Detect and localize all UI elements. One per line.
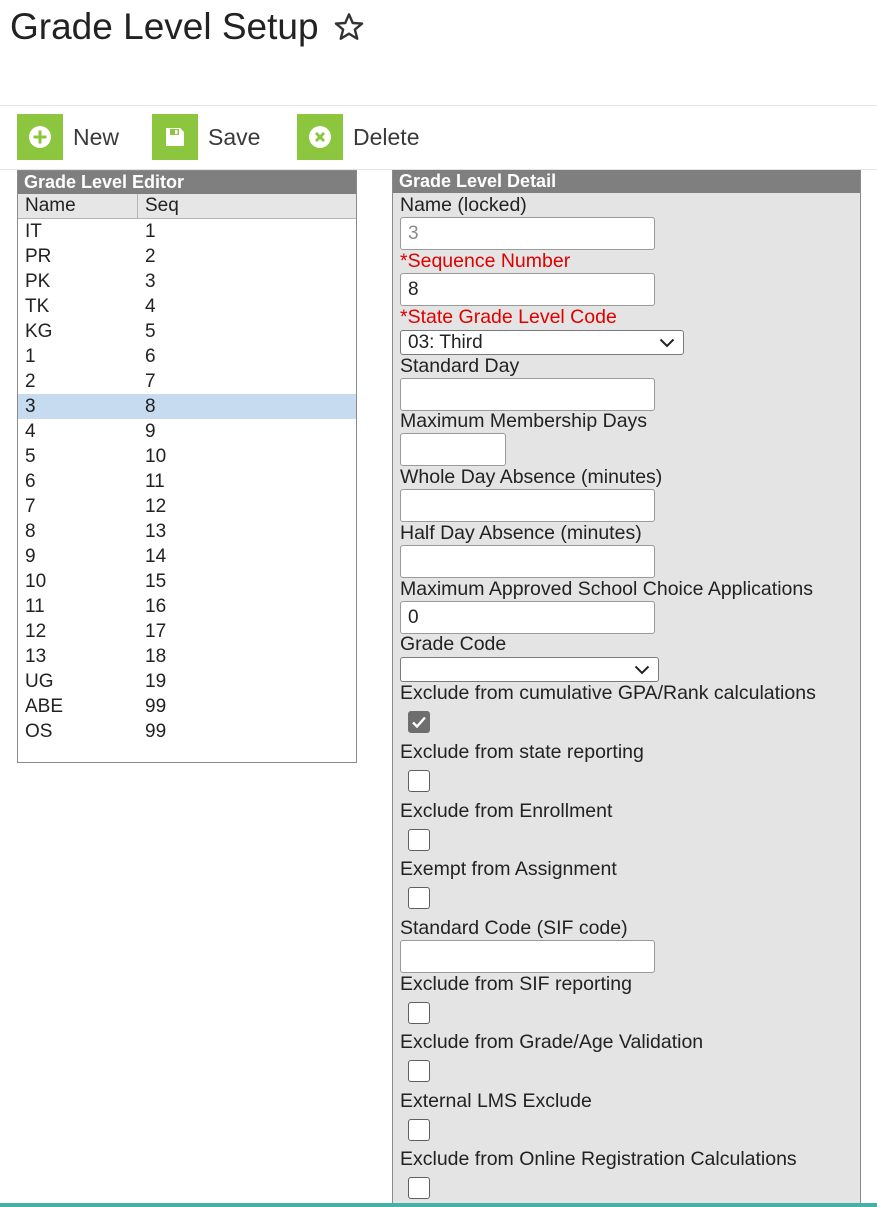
table-row[interactable] — [18, 369, 356, 394]
bottom-accent-bar — [0, 1203, 877, 1207]
exempt-assignment-label: Exempt from Assignment — [400, 858, 617, 880]
standard-day-label: Standard Day — [400, 355, 520, 377]
table-row[interactable] — [18, 319, 356, 344]
exclude-age-checkbox[interactable] — [408, 1060, 430, 1082]
row-seq: 19 — [145, 671, 167, 692]
row-name: OS — [25, 721, 53, 742]
editor-column-headers — [18, 194, 356, 219]
table-row[interactable] — [18, 419, 356, 444]
max-membership-field[interactable] — [400, 433, 506, 466]
row-seq: 13 — [145, 521, 167, 542]
table-row[interactable] — [18, 494, 356, 519]
table-row[interactable] — [18, 269, 356, 294]
table-row[interactable] — [18, 644, 356, 669]
row-name: 7 — [25, 496, 36, 517]
checkmark-icon — [410, 713, 428, 731]
sequence-field[interactable] — [400, 273, 655, 306]
row-name: KG — [25, 321, 53, 342]
row-seq: 9 — [145, 421, 156, 442]
row-name: IT — [25, 221, 42, 242]
row-seq: 7 — [145, 371, 156, 392]
sequence-label: *Sequence Number — [400, 250, 571, 272]
row-seq: 4 — [145, 296, 156, 317]
delete-icon — [297, 114, 343, 160]
row-name: UG — [25, 671, 54, 692]
exclude-state-checkbox[interactable] — [408, 770, 430, 792]
table-row[interactable] — [18, 244, 356, 269]
row-name: 1 — [25, 346, 36, 367]
new-button[interactable] — [17, 114, 119, 160]
row-name: 13 — [25, 646, 47, 667]
standard-code-label: Standard Code (SIF code) — [400, 917, 628, 939]
column-header-name[interactable]: Name — [18, 194, 138, 218]
save-icon — [152, 114, 198, 160]
row-name: PK — [25, 271, 51, 292]
row-name: 6 — [25, 471, 36, 492]
exclude-enrollment-label: Exclude from Enrollment — [400, 800, 613, 822]
state-code-value: 03: Third — [408, 332, 483, 353]
table-row[interactable] — [18, 219, 356, 244]
row-name: 11 — [25, 596, 45, 617]
row-seq: 14 — [145, 546, 167, 567]
external-lms-checkbox[interactable] — [408, 1119, 430, 1141]
editor-title: Grade Level Editor — [18, 171, 356, 194]
table-row[interactable] — [18, 444, 356, 469]
max-choice-label: Maximum Approved School Choice Applications — [400, 578, 813, 600]
exclude-state-label: Exclude from state reporting — [400, 741, 644, 763]
grade-level-editor — [17, 170, 357, 763]
chevron-down-icon — [659, 338, 675, 348]
row-seq: 99 — [145, 721, 167, 742]
row-seq: 16 — [145, 596, 167, 617]
half-day-label: Half Day Absence (minutes) — [400, 522, 642, 544]
row-seq: 17 — [145, 621, 167, 642]
exclude-online-checkbox[interactable] — [408, 1177, 430, 1199]
row-name: 12 — [25, 621, 47, 642]
table-row[interactable] — [18, 669, 356, 694]
save-button[interactable] — [152, 114, 260, 160]
row-seq: 18 — [145, 646, 167, 667]
row-name: 5 — [25, 446, 36, 467]
row-name: 2 — [25, 371, 36, 392]
detail-title: Grade Level Detail — [393, 170, 860, 193]
delete-button-label: Delete — [353, 123, 420, 150]
table-row[interactable] — [18, 719, 356, 744]
table-row[interactable] — [18, 544, 356, 569]
row-name: TK — [25, 296, 50, 317]
row-name: PR — [25, 246, 52, 267]
table-row[interactable] — [18, 619, 356, 644]
row-name: 4 — [25, 421, 36, 442]
half-day-field[interactable] — [400, 545, 655, 578]
standard-code-field[interactable] — [400, 940, 655, 973]
max-choice-field[interactable] — [400, 601, 655, 634]
table-row[interactable] — [18, 469, 356, 494]
row-seq: 1 — [145, 221, 156, 242]
editor-rows — [18, 219, 356, 744]
external-lms-label: External LMS Exclude — [400, 1090, 592, 1112]
delete-button[interactable] — [297, 114, 419, 160]
grade-code-select[interactable] — [400, 657, 659, 682]
table-row[interactable] — [18, 519, 356, 544]
save-button-label: Save — [208, 123, 261, 150]
name-label: Name (locked) — [400, 194, 527, 216]
star-icon[interactable] — [333, 11, 365, 43]
row-seq: 3 — [145, 271, 156, 292]
state-code-select[interactable] — [400, 330, 684, 355]
add-icon — [17, 114, 63, 160]
state-code-label: *State Grade Level Code — [400, 306, 617, 328]
page-title-text: Grade Level Setup — [10, 6, 319, 47]
whole-day-label: Whole Day Absence (minutes) — [400, 466, 663, 488]
row-seq: 99 — [145, 696, 167, 717]
row-seq: 12 — [145, 496, 167, 517]
row-seq: 10 — [145, 446, 167, 467]
row-seq: 11 — [145, 471, 165, 492]
table-row[interactable] — [18, 344, 356, 369]
exclude-gpa-label: Exclude from cumulative GPA/Rank calculations — [400, 682, 816, 704]
row-seq: 2 — [145, 246, 156, 267]
row-name: 3 — [25, 396, 36, 417]
whole-day-field[interactable] — [400, 489, 655, 522]
toolbar — [0, 106, 877, 170]
row-seq: 8 — [145, 396, 156, 417]
new-button-label: New — [73, 123, 120, 150]
exclude-enrollment-checkbox[interactable] — [408, 829, 430, 851]
grade-code-label: Grade Code — [400, 633, 507, 655]
row-name: 8 — [25, 521, 36, 542]
row-name: 10 — [25, 571, 47, 592]
table-row[interactable] — [18, 694, 356, 719]
exclude-sif-checkbox[interactable] — [408, 1002, 430, 1024]
row-seq: 5 — [145, 321, 156, 342]
row-seq: 6 — [145, 346, 156, 367]
name-field[interactable] — [400, 217, 655, 250]
table-row[interactable] — [18, 294, 356, 319]
column-header-seq[interactable]: Seq — [145, 195, 179, 216]
exclude-age-label: Exclude from Grade/Age Validation — [400, 1031, 704, 1053]
chevron-down-icon — [634, 665, 650, 675]
max-membership-label: Maximum Membership Days — [400, 410, 648, 432]
page-title — [10, 6, 365, 48]
table-row[interactable] — [18, 594, 356, 619]
exclude-gpa-checkbox[interactable] — [408, 711, 430, 733]
exempt-assignment-checkbox[interactable] — [408, 887, 430, 909]
row-name: 9 — [25, 546, 36, 567]
grade-level-detail — [392, 170, 861, 1207]
table-row[interactable] — [18, 569, 356, 594]
row-name: ABE — [25, 696, 64, 717]
exclude-online-label: Exclude from Online Registration Calculations — [400, 1148, 797, 1170]
table-row[interactable] — [18, 394, 356, 419]
standard-day-field[interactable] — [400, 378, 655, 411]
exclude-sif-label: Exclude from SIF reporting — [400, 973, 632, 995]
row-seq: 15 — [145, 571, 167, 592]
